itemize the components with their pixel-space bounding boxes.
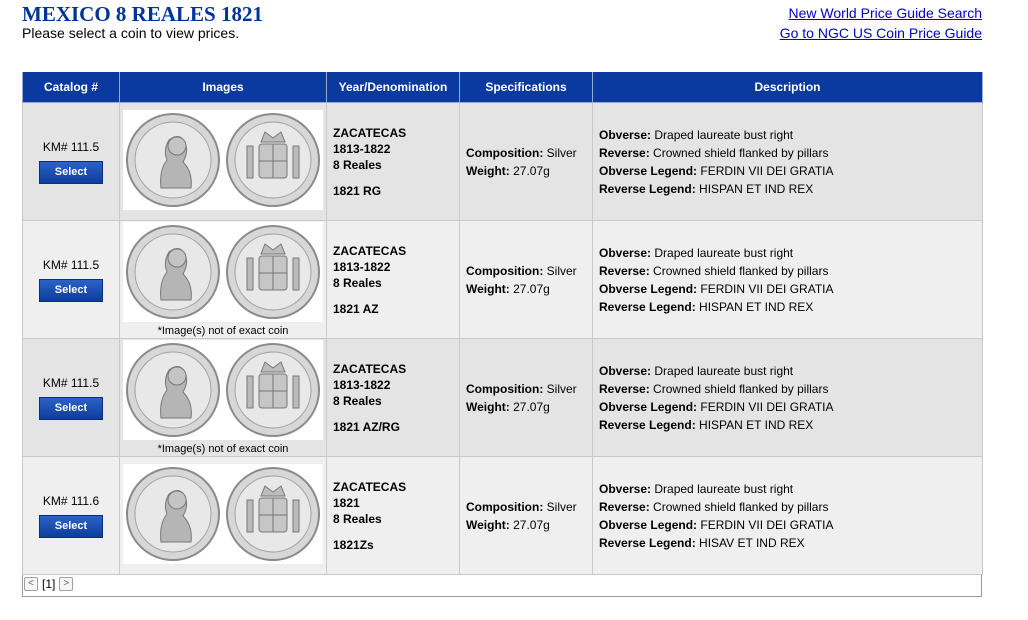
spec-cell [460, 103, 593, 221]
composition-label: Composition: [466, 499, 544, 514]
coin-image[interactable] [123, 340, 323, 440]
obverse-value: Draped laureate bust right [654, 481, 794, 496]
images-cell [120, 457, 327, 575]
select-button[interactable]: Select [39, 279, 103, 302]
table-row [23, 457, 983, 575]
obverse-legend-value: FERDIN VII DEI GRATIA [700, 281, 834, 296]
select-button[interactable]: Select [39, 161, 103, 184]
reverse-label: Reverse: [599, 263, 650, 278]
weight-label: Weight: [466, 399, 510, 414]
weight-value: 27.07g [513, 517, 550, 532]
weight-value: 27.07g [513, 163, 550, 178]
top-links [780, 3, 982, 43]
obverse-value: Draped laureate bust right [654, 363, 794, 378]
catalog-cell [23, 339, 120, 457]
reverse-legend-label: Reverse Legend: [599, 299, 696, 314]
reverse-legend-value: HISPAN ET IND REX [699, 299, 814, 314]
next-page-button[interactable]: > [59, 577, 73, 591]
obverse-legend-value: FERDIN VII DEI GRATIA [700, 163, 834, 178]
reverse-value: Crowned shield flanked by pillars [653, 145, 829, 160]
denomination: 8 Reales [333, 511, 382, 526]
obverse-value: Draped laureate bust right [654, 245, 794, 260]
images-cell [120, 103, 327, 221]
select-button[interactable]: Select [39, 515, 103, 538]
spec-cell [460, 221, 593, 339]
reverse-value: Crowned shield flanked by pillars [653, 263, 829, 278]
col-images: Images [120, 72, 327, 103]
reverse-legend-value: HISAV ET IND REX [699, 535, 805, 550]
year-range: 1813-1822 [333, 259, 391, 274]
world-price-guide-link[interactable]: New World Price Guide Search [788, 5, 982, 21]
description-cell [593, 103, 983, 221]
coin-table [22, 72, 983, 575]
composition-value: Silver [546, 381, 577, 396]
weight-label: Weight: [466, 517, 510, 532]
table-row [23, 221, 983, 339]
composition-label: Composition: [466, 263, 544, 278]
coin-reverse-icon [227, 468, 319, 560]
composition-label: Composition: [466, 381, 544, 396]
images-cell [120, 339, 327, 457]
reverse-value: Crowned shield flanked by pillars [653, 381, 829, 396]
year-range: 1821 [333, 495, 360, 510]
coin-reverse-icon [227, 226, 319, 318]
obverse-value: Draped laureate bust right [654, 127, 794, 142]
pagination [24, 577, 73, 591]
table-header-row [23, 72, 983, 103]
prev-page-button[interactable]: < [24, 577, 38, 591]
reverse-legend-value: HISPAN ET IND REX [699, 417, 814, 432]
reverse-legend-label: Reverse Legend: [599, 535, 696, 550]
reverse-legend-label: Reverse Legend: [599, 181, 696, 196]
description-cell [593, 457, 983, 575]
table-row [23, 103, 983, 221]
coin-obverse-icon [127, 114, 219, 206]
coin-reverse-icon [227, 114, 319, 206]
description-cell [593, 339, 983, 457]
obverse-label: Obverse: [599, 127, 652, 142]
variety: 1821 RG [333, 183, 382, 198]
catalog-number: KM# 111.6 [42, 493, 100, 508]
mint-name: ZACATECAS [333, 479, 407, 494]
year-range: 1813-1822 [333, 141, 391, 156]
catalog-cell [23, 221, 120, 339]
coin-obverse-icon [127, 344, 219, 436]
obverse-label: Obverse: [599, 481, 652, 496]
denomination: 8 Reales [333, 157, 382, 172]
coin-image[interactable] [123, 222, 323, 322]
variety: 1821 AZ/RG [333, 419, 400, 434]
current-page[interactable]: [1] [42, 577, 56, 591]
col-description: Description [593, 72, 983, 103]
obverse-label: Obverse: [599, 245, 652, 260]
obverse-legend-value: FERDIN VII DEI GRATIA [700, 517, 834, 532]
image-note: *Image(s) not of exact coin [157, 325, 289, 337]
composition-label: Composition: [466, 145, 544, 160]
col-year: Year/Denomination [327, 72, 460, 103]
us-price-guide-link[interactable]: Go to NGC US Coin Price Guide [779, 25, 982, 41]
catalog-number: KM# 111.5 [42, 139, 100, 154]
year-cell [327, 103, 460, 221]
mint-name: ZACATECAS [333, 361, 407, 376]
reverse-label: Reverse: [599, 381, 650, 396]
catalog-number: KM# 111.5 [42, 257, 100, 272]
spec-cell [460, 457, 593, 575]
page-subtitle: Please select a coin to view prices. [22, 25, 240, 41]
reverse-value: Crowned shield flanked by pillars [653, 499, 829, 514]
catalog-number: KM# 111.5 [42, 375, 100, 390]
coin-obverse-icon [127, 468, 219, 560]
composition-value: Silver [546, 499, 577, 514]
table-row [23, 339, 983, 457]
mint-name: ZACATECAS [333, 125, 407, 140]
variety: 1821Zs [333, 537, 374, 552]
spec-cell [460, 339, 593, 457]
year-cell [327, 221, 460, 339]
mint-name: ZACATECAS [333, 243, 407, 258]
denomination: 8 Reales [333, 393, 382, 408]
weight-value: 27.07g [513, 399, 550, 414]
coin-image[interactable] [123, 110, 323, 210]
weight-label: Weight: [466, 281, 510, 296]
reverse-legend-label: Reverse Legend: [599, 417, 696, 432]
coin-image[interactable] [123, 464, 323, 564]
images-cell [120, 221, 327, 339]
composition-value: Silver [546, 263, 577, 278]
composition-value: Silver [546, 145, 577, 160]
select-button[interactable]: Select [39, 397, 103, 420]
reverse-legend-value: HISPAN ET IND REX [699, 181, 814, 196]
weight-label: Weight: [466, 163, 510, 178]
catalog-cell [23, 103, 120, 221]
catalog-cell [23, 457, 120, 575]
coin-reverse-icon [227, 344, 319, 436]
year-cell [327, 339, 460, 457]
description-cell [593, 221, 983, 339]
denomination: 8 Reales [333, 275, 382, 290]
obverse-legend-label: Obverse Legend: [599, 163, 698, 178]
page-title: MEXICO 8 REALES 1821 [22, 2, 263, 26]
image-note: *Image(s) not of exact coin [157, 443, 289, 455]
reverse-label: Reverse: [599, 499, 650, 514]
obverse-legend-label: Obverse Legend: [599, 517, 698, 532]
coin-obverse-icon [127, 226, 219, 318]
reverse-label: Reverse: [599, 145, 650, 160]
year-range: 1813-1822 [333, 377, 391, 392]
obverse-legend-value: FERDIN VII DEI GRATIA [700, 399, 834, 414]
obverse-legend-label: Obverse Legend: [599, 281, 698, 296]
col-catalog: Catalog # [23, 72, 120, 103]
weight-value: 27.07g [513, 281, 550, 296]
obverse-legend-label: Obverse Legend: [599, 399, 698, 414]
obverse-label: Obverse: [599, 363, 652, 378]
variety: 1821 AZ [333, 301, 379, 316]
year-cell [327, 457, 460, 575]
col-specifications: Specifications [460, 72, 593, 103]
